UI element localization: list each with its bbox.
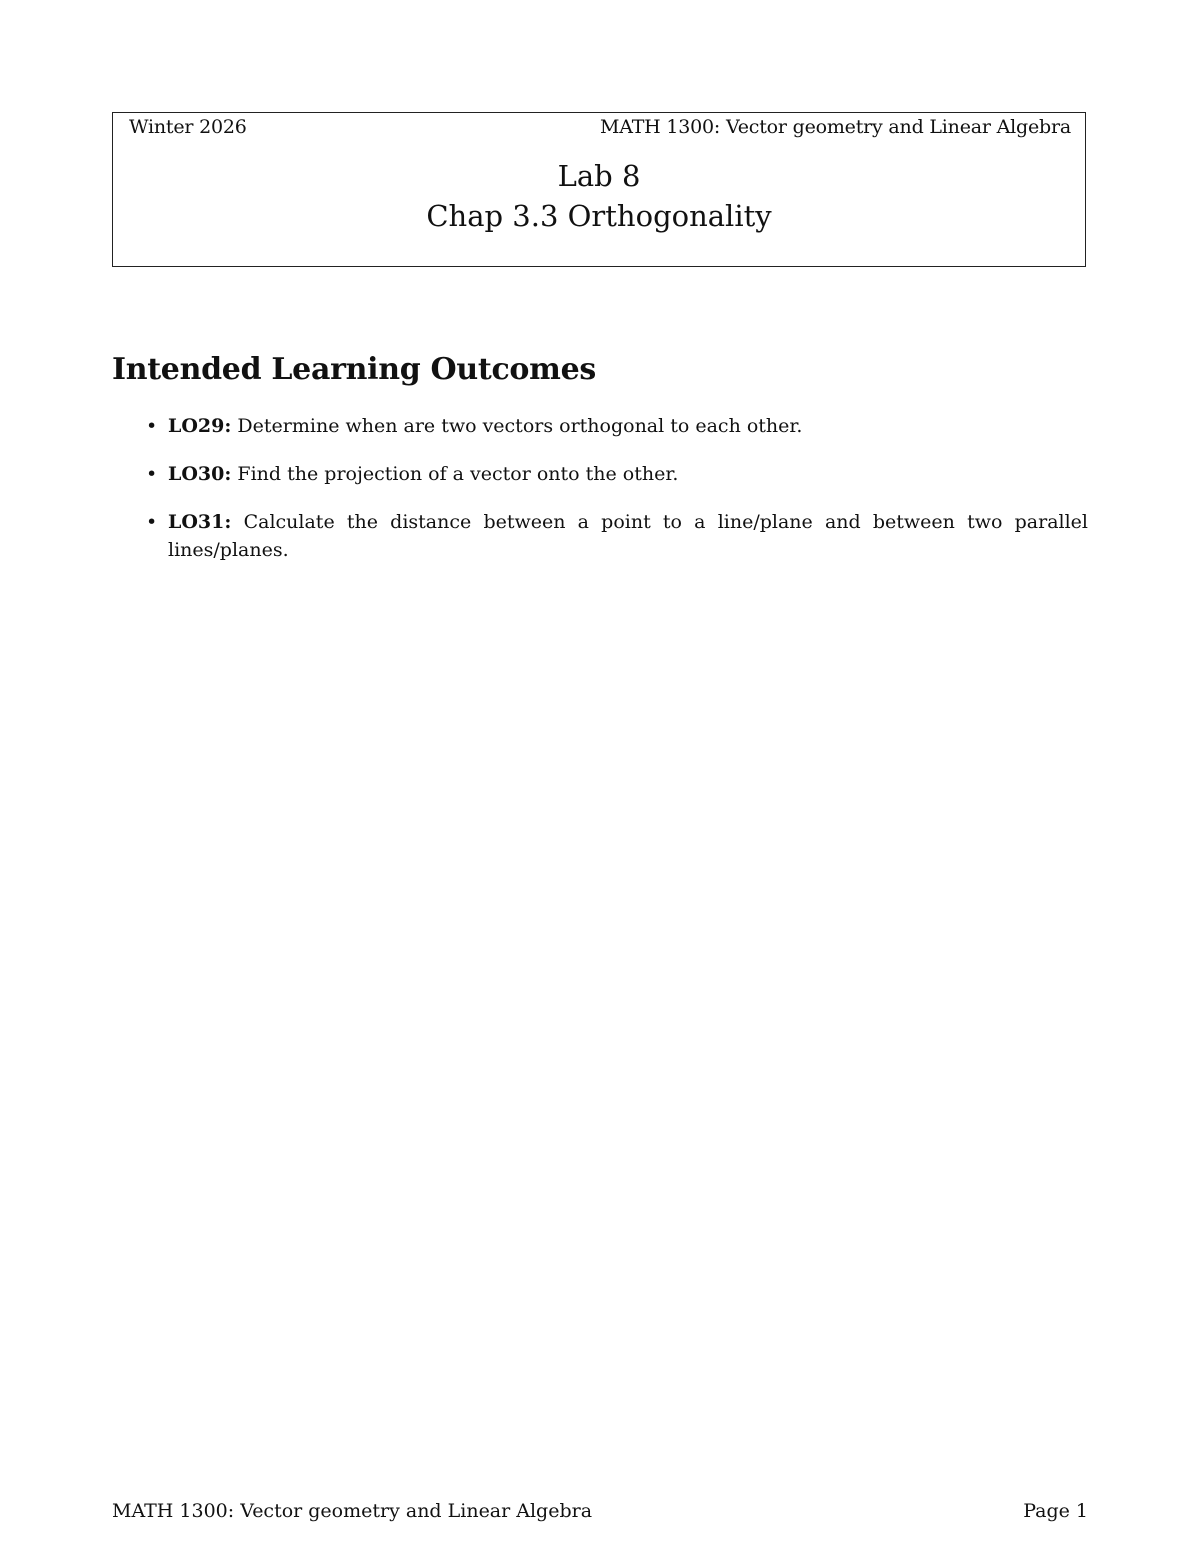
outcome-code: LO29:	[168, 415, 232, 437]
page-number: Page 1	[1023, 1500, 1088, 1522]
term-label: Winter 2026	[129, 116, 247, 138]
list-item	[112, 412, 1088, 440]
outcome-code: LO30:	[168, 463, 232, 485]
list-item	[112, 508, 1088, 564]
outcome-text: Find the projection of a vector onto the other.	[237, 463, 679, 485]
lab-title: Lab 8	[557, 159, 641, 193]
lab-subtitle: Chap 3.3 Orthogonality	[426, 199, 772, 233]
footer-course: MATH 1300: Vector geometry and Linear Algebra	[112, 1500, 593, 1522]
bullet-icon: •	[146, 511, 158, 533]
outcome-code: LO31:	[168, 511, 232, 533]
page-footer	[112, 1500, 1088, 1522]
header-box	[112, 112, 1086, 267]
bullet-icon: •	[146, 463, 158, 485]
learning-outcomes-list	[112, 412, 1088, 584]
header-top-row	[129, 116, 1071, 138]
outcome-text: Determine when are two vectors orthogonal to each other.	[237, 415, 803, 437]
outcome-text: Calculate the distance between a point to a line/plane and between two parallel lines/planes.	[168, 511, 1088, 561]
section-heading: Intended Learning Outcomes	[112, 352, 596, 387]
list-item	[112, 460, 1088, 488]
course-label: MATH 1300: Vector geometry and Linear Algebra	[599, 116, 1071, 138]
bullet-icon: •	[146, 415, 158, 437]
